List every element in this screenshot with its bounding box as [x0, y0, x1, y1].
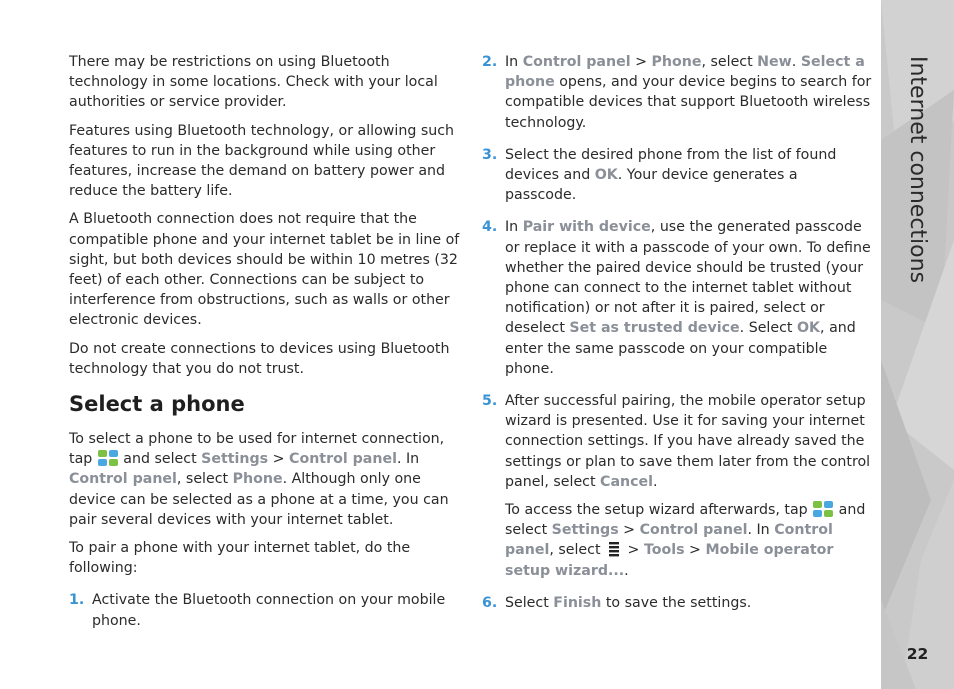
ui-term-select-a-phone: Select a phone: [505, 54, 865, 91]
step-text: [505, 52, 872, 133]
text: to save the settings.: [601, 594, 752, 611]
text: >: [268, 451, 290, 468]
text: . In: [747, 522, 775, 539]
step-number: 1.: [69, 592, 85, 609]
ui-term-settings: Settings: [201, 451, 269, 468]
paragraph-line-of-sight: A Bluetooth connection does not require that the compatible phone and your internet tablet be in line of sight, but both devices should be within 10 metres (32 feet) of each other. Connections can be subject to interference from obstructions, such as walls or other electronic devices.: [69, 211, 460, 329]
text: >: [618, 522, 640, 539]
text: >: [623, 542, 644, 559]
text: , select: [701, 54, 758, 70]
step-number: 6.: [482, 594, 498, 611]
application-grid-icon: [97, 449, 119, 467]
step-text: Activate the Bluetooth connection on your mobile phone.: [92, 592, 446, 629]
ui-term-cancel: Cancel: [600, 473, 654, 490]
text: After successful pairing, the mobile operator setup wizard is presented. Use it for saving your internet connection settings. If you have already saved the settings or plan to save them later from the control panel, select: [505, 393, 871, 490]
text: In: [505, 219, 523, 236]
chapter-sidebar: [881, 0, 954, 689]
step-text: [505, 217, 872, 379]
ui-term-control-panel: Control panel: [69, 471, 177, 488]
text: and select: [118, 451, 202, 468]
step-text: [505, 593, 872, 613]
section-heading: Select a phone: [69, 392, 245, 417]
text: , select: [176, 471, 233, 488]
ui-term-set-as-trusted-device: Set as trusted device: [569, 320, 740, 337]
ui-term-control-panel: Control panel: [639, 522, 748, 539]
text: To select a phone to be used for internet connection, tap: [69, 431, 445, 468]
text: . Although only one device can be selected as a phone at a time, you can pair several devices with your internet tablet.: [69, 471, 449, 528]
step-number: 2.: [482, 54, 498, 70]
ui-term-ok: OK: [796, 320, 821, 337]
ui-term-finish: Finish: [553, 594, 602, 611]
step-6: [482, 593, 872, 613]
text: >: [684, 542, 706, 559]
text: .: [624, 562, 629, 579]
ui-term-new: New: [757, 54, 792, 70]
ui-term-control-panel: Control panel: [289, 451, 397, 468]
text: . Your device generates a passcode.: [505, 167, 798, 204]
text: opens, and your device begins to search for compatible devices that support Bluetooth wireless technology.: [505, 74, 872, 131]
text: >: [630, 54, 652, 70]
text: . In: [396, 451, 420, 468]
ui-term-control-panel: Control panel: [522, 54, 631, 70]
menu-icon: [605, 540, 623, 558]
paragraph-pair-intro: To pair a phone with your internet tablet, do the following:: [69, 540, 411, 577]
ui-term-pair-with-device: Pair with device: [522, 219, 651, 236]
paragraph-select-intro: [69, 429, 464, 530]
paragraph-trust: Do not create connections to devices using Bluetooth technology that you do not trust.: [69, 340, 450, 377]
step-3: [482, 145, 872, 206]
step-1: [69, 590, 464, 630]
ui-term-control-panel: Control panel: [505, 522, 833, 559]
left-column: [69, 52, 464, 643]
paragraph-restrictions: There may be restrictions on using Bluetooth technology in some locations. Check with your local authorities or service provider.: [69, 54, 438, 111]
step-subtext: [505, 500, 872, 581]
text: . Select: [739, 320, 797, 337]
step-text: [505, 391, 872, 492]
text: Select: [505, 594, 554, 611]
text: .: [653, 473, 658, 490]
text: Select the desired phone from the list of found devices and: [505, 146, 837, 184]
page-number: 22: [906, 645, 929, 663]
application-grid-icon: [812, 500, 834, 518]
step-number: 4.: [482, 219, 498, 236]
ui-term-setup-wizard: Mobile operator setup wizard...: [505, 542, 834, 579]
text: , select: [549, 542, 606, 559]
step-number: 5.: [482, 393, 498, 410]
chapter-title: [901, 56, 931, 284]
text: and select: [505, 502, 866, 539]
ui-term-phone: Phone: [651, 54, 702, 70]
text: .: [791, 54, 801, 70]
ui-term-ok: OK: [594, 167, 618, 184]
text: , use the generated passcode or replace it with a passcode of your own. To define whether the paired device should be trusted (your phone can connect to the internet tablet without notification) or not after it is paired, select or deselect: [505, 219, 871, 337]
paragraph-battery: Features using Bluetooth technology, or allowing such features to run in the background while using other features, increase the demand on battery power and reduce the battery life.: [69, 122, 455, 200]
right-column: [482, 52, 872, 625]
step-2: [482, 52, 872, 133]
ui-term-settings: Settings: [551, 522, 619, 539]
ui-term-tools: Tools: [643, 542, 685, 559]
text: To access the setup wizard afterwards, tap: [505, 502, 813, 519]
ui-term-phone: Phone: [232, 471, 283, 488]
text: In: [505, 54, 523, 70]
step-number: 3.: [482, 146, 498, 163]
step-5: [482, 391, 872, 581]
step-text: [505, 145, 872, 206]
chapter-title-text: Internet connections: [905, 56, 930, 284]
step-4: [482, 217, 872, 379]
text: , and enter the same passcode on your compatible phone.: [505, 320, 856, 377]
